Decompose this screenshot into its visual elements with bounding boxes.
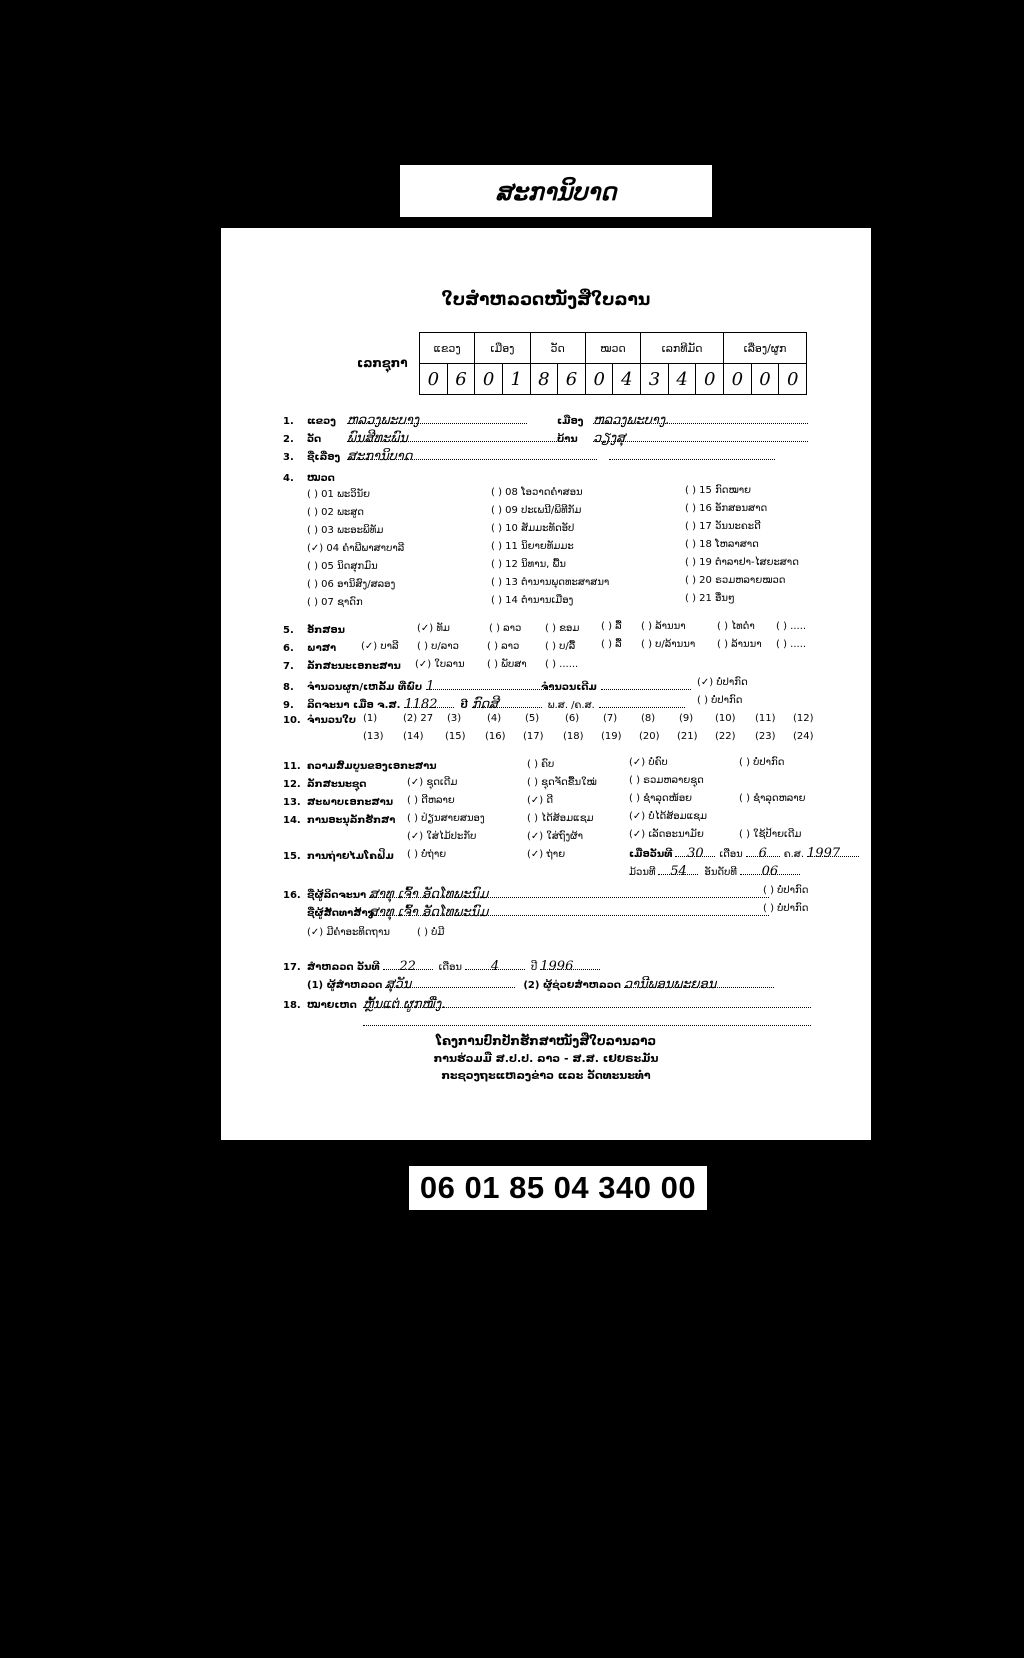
leaf-count-cell: (11) (755, 713, 776, 724)
original-count-option: (✓) ບໍ່ປາກົດ (697, 677, 748, 688)
bundle-count-value: 1 (426, 679, 556, 690)
field-conservation (283, 815, 395, 826)
microfilm-frame-value: 06 (740, 864, 800, 875)
leaf-count-cell: (7) (603, 713, 618, 724)
field-label: ວັດ (307, 434, 322, 445)
id-digit: 0 (420, 364, 448, 395)
language-option: ( ) ລື້ (601, 639, 622, 650)
field-sponsor (307, 905, 769, 919)
form-footer (221, 1033, 871, 1084)
conservation-option: ( ) ໄດ້ສ້ອມແຊມ (527, 813, 594, 824)
field-label: ການຖ່າຍໄມໂຄຟິມ (307, 851, 394, 862)
field-label: ຊື່ຜູ້ສັດທາສ້າງ (307, 908, 374, 919)
id-digit: 0 (779, 364, 807, 395)
category-option: ( ) 20 ຣວມຫລາຍໝວດ (685, 575, 786, 586)
field-label: (2) ຜູ້ຊ່ວຍສຳຫລວດ (523, 980, 621, 991)
leaf-count-cell: (18) (563, 731, 584, 742)
original-count-line (601, 679, 691, 690)
top-title-label: ສະການິບາດ (400, 165, 712, 217)
field-number: 18. (283, 1000, 301, 1011)
field-label: ຊື່ເລື່ອງ (307, 452, 341, 463)
language-option: ( ) ບ/ລ້ານນາ (641, 639, 696, 650)
id-digit: 3 (641, 364, 669, 395)
leaf-count-cell: (23) (755, 731, 776, 742)
field-title (283, 449, 775, 463)
remarks-extra-line (363, 1015, 811, 1029)
field-label: ຊື່ຜູ້ລິດຈະນາ (307, 890, 367, 901)
leaf-count-cell: (2) 27 (403, 713, 434, 724)
leaf-count-cell: (10) (715, 713, 736, 724)
id-digit: 6 (558, 364, 586, 395)
condition-option: ( ) ດີຫລາຍ (407, 795, 455, 806)
microfilm-reel (629, 864, 800, 878)
category-option: ( ) 05 ນິດສຸກມົນ (307, 561, 378, 572)
script-option: ( ) ຂອມ (545, 623, 580, 634)
id-header-temple: ວັດ (530, 333, 585, 364)
id-header-title: ເລື່ອງ/ຜູກ (724, 333, 807, 364)
title-value: ສະການິບາດ (347, 449, 597, 460)
village-value: ວຽງສຸ (593, 431, 808, 442)
field-province (283, 413, 527, 427)
field-label: ປີ (531, 962, 538, 973)
leaf-count-cell: (8) (641, 713, 656, 724)
id-header-province: ແຂວງ (420, 333, 475, 364)
remarks-blank-line (363, 1015, 811, 1026)
category-option: ( ) 03 ພະອະພິທັມ (307, 525, 384, 536)
field-remarks (283, 997, 811, 1011)
composed-year-value: 1182 (404, 697, 454, 708)
field-label: ບ້ານ (557, 434, 578, 445)
sponsor-unknown-option: ( ) ບໍ່ປາກົດ (763, 903, 809, 914)
conservation-option: (✓) ເລັດອະນາມັຍ (629, 829, 704, 840)
material-option: ( ) ...... (545, 659, 579, 670)
completeness-option: (✓) ບໍ່ຄົບ (629, 757, 668, 768)
language-option: ( ) ລາວ (487, 641, 520, 652)
conservation-option: ( ) ໃຊ້ປ້າຍເດີມ (739, 829, 802, 840)
field-label: ຄວາມສົມບູນຂອງເອກະສານ (307, 761, 437, 772)
category-option: ( ) 21 ອື່ນໆ (685, 593, 735, 604)
conservation-option: (✓) ໃສ່ໄມ້ປະກັບ (407, 831, 477, 842)
field-set-type (283, 779, 366, 790)
id-digit: 4 (613, 364, 641, 395)
script-option: ( ) ລາວ (489, 623, 522, 634)
field-label: (1) ຜູ້ສຳຫລວດ (307, 980, 383, 991)
category-option: ( ) 11 ນິຍາຍທັມມະ (491, 541, 574, 552)
field-survey-date (283, 959, 600, 973)
leaf-count-cell: (6) (565, 713, 580, 724)
completeness-option: ( ) ຄົບ (527, 759, 555, 770)
microfilm-month-value: 6 (746, 846, 780, 857)
microfilm-reel-value: 54 (658, 864, 698, 875)
category-option: ( ) 01 ພະວິນັຍ (307, 489, 371, 500)
field-label: ສະພາບເອກະສານ (307, 797, 394, 808)
language-option: ( ) ບ/ລາວ (417, 641, 459, 652)
field-label: ຄ.ສ. (783, 849, 805, 860)
field-surveyors (307, 977, 774, 991)
field-composed-date (283, 697, 685, 711)
survey-year-value: 1996 (540, 959, 600, 970)
conservation-option: (✓) ບໍ່ໄດ້ສ້ອມແຊມ (629, 811, 708, 822)
field-label: ການອະນຸລັກຮັກສາ (307, 815, 396, 826)
leaf-count-cell: (24) (793, 731, 814, 742)
footer-project-name: ໂຄງການປົກປັກຮັກສາໜັງສືໃບລານລາວ (435, 1034, 657, 1048)
id-header-district: ເມືອງ (475, 333, 530, 364)
id-header-category: ໝວດ (585, 333, 640, 364)
category-option: ( ) 08 ໂອວາດຄຳສອນ (491, 487, 583, 498)
survey-day-value: 22 (383, 959, 433, 970)
field-label: ເດືອນ (719, 849, 743, 860)
language-option: ( ) ບ/ລື້ (545, 641, 576, 652)
field-number: 3. (283, 452, 294, 463)
leaf-count-cell: (21) (677, 731, 698, 742)
completeness-option: ( ) ບໍ່ປາກົດ (739, 757, 785, 768)
id-digit: 8 (530, 364, 558, 395)
field-village (557, 431, 808, 445)
field-number: 8. (283, 682, 294, 693)
leaf-count-cell: (3) (447, 713, 462, 724)
field-leaf-count (283, 715, 356, 726)
category-option: ( ) 17 ວັນນະຄະດີ (685, 521, 761, 532)
language-option: ( ) ..... (776, 639, 807, 650)
set-type-option: (✓) ຊຸດເດີມ (407, 777, 458, 788)
field-label: ປີ (460, 700, 468, 711)
field-number: 11. (283, 761, 301, 772)
category-option: ( ) 02 ພະສູດ (307, 507, 364, 518)
province-value: ຫລວງພະບາງ (347, 413, 527, 424)
id-digit: 1 (502, 364, 530, 395)
category-option: ( ) 07 ຊາດົກ (307, 597, 363, 608)
leaf-count-cell: (5) (525, 713, 540, 724)
field-number: 15. (283, 851, 301, 862)
category-option: ( ) 18 ໂຫລາສາດ (685, 539, 759, 550)
script-option: ( ) ໄທດຳ (717, 621, 755, 632)
leaf-count-cell: (15) (445, 731, 466, 742)
temple-value: ພົນສີທະພົນ (347, 431, 567, 442)
composed-cycle-value: ກົດສີ (472, 697, 542, 708)
id-digit: 6 (447, 364, 475, 395)
assistant-surveyor-value: ວານີພອນພະຍອນ (624, 977, 774, 988)
field-original-count (541, 679, 691, 693)
microfilm-date (629, 846, 859, 860)
field-label: ເມືອງ (557, 416, 584, 427)
microfilm-year-value: 1997 (807, 846, 859, 857)
field-number: 13. (283, 797, 301, 808)
conservation-option: (✓) ໃສ່ຖົງຜ້າ (527, 831, 583, 842)
id-digit: 0 (696, 364, 724, 395)
field-label: ເດືອນ (438, 962, 463, 973)
survey-month-value: 4 (465, 959, 525, 970)
category-option: ( ) 16 ອັກສອນສາດ (685, 503, 768, 514)
id-number-label: ເລກຊຸກາ (357, 356, 408, 370)
surveyor-value: ສຸວັນ (385, 977, 515, 988)
field-label: ສຳຫລວດ ວັນທີ (307, 962, 380, 973)
condition-option: (✓) ດີ (527, 795, 554, 806)
script-option: (✓) ທັມ (417, 623, 450, 634)
condition-option: ( ) ຊຳລຸດໜ້ອຍ (629, 793, 693, 804)
field-material (283, 661, 417, 672)
field-label: ລິດຈະນາ ເມື່ອ ຈ.ສ. (307, 700, 401, 711)
author-value: ສາທຸ ເຈົ້າ ອັດໂທພະນົມ (369, 887, 769, 898)
field-label: ແຂວງ (307, 416, 336, 427)
composed-date-option: ( ) ບໍ່ປາກົດ (697, 695, 743, 706)
microfilm-option: ( ) ບໍ່ຖ່າຍ (407, 849, 447, 860)
leaf-count-cell: (16) (485, 731, 506, 742)
field-number: 1. (283, 416, 294, 427)
field-label: ມ້ວນທີ (629, 867, 656, 878)
set-type-option: ( ) ຣວມຫລາຍຊຸດ (629, 775, 704, 786)
field-label: ຈຳນວນໃບ (307, 715, 357, 726)
category-option: ( ) 13 ຕຳນານພຸດທະສາສນາ (491, 577, 610, 588)
field-district (557, 413, 808, 427)
leaf-count-cell: (17) (523, 731, 544, 742)
language-option: ( ) ລ້ານນາ (717, 639, 762, 650)
manuscript-id-label: 06 01 85 04 340 00 (409, 1166, 707, 1210)
field-condition (283, 797, 393, 808)
category-option: ( ) 14 ຕຳນານເມືອງ (491, 595, 574, 606)
dedication-option: (✓) ມີຄຳອະທິດຖານ (307, 927, 390, 938)
category-option: ( ) 10 ສັມມະທັດອັປ (491, 523, 575, 534)
field-label: ອັກສອນ (307, 625, 345, 636)
field-number: 5. (283, 625, 294, 636)
set-type-option: ( ) ຊຸດຈັດຂື້ນໃໝ່ (527, 777, 597, 788)
material-option: (✓) ໃບລານ (415, 659, 465, 670)
author-unknown-option: ( ) ບໍ່ປາກົດ (763, 885, 809, 896)
field-label: ໝາຍເຫດ (307, 1000, 357, 1011)
section-category-header (283, 473, 335, 484)
field-label: ພາສາ (307, 643, 337, 654)
sponsor-value: ສາທຸ ເຈົ້າ ອັດໂທພະນົມ (369, 905, 769, 916)
field-bundle-count (283, 679, 556, 693)
field-label: ລັກສະນະຊຸດ (307, 779, 367, 790)
category-option: ( ) 12 ນິທານ, ພື້ນ (491, 559, 566, 570)
leaf-count-cell: (20) (639, 731, 660, 742)
leaf-count-cell: (4) (487, 713, 502, 724)
category-option: ( ) 15 ກົດໝາຍ (685, 485, 752, 496)
title-extra-line (609, 449, 775, 460)
field-number: 17. (283, 962, 301, 973)
microfilm-option: (✓) ຖ່າຍ (527, 849, 566, 860)
field-temple (283, 431, 567, 445)
id-digit: 0 (475, 364, 503, 395)
leaf-count-cell: (22) (715, 731, 736, 742)
leaf-count-cell: (13) (363, 731, 384, 742)
category-option: ( ) 09 ປະເພນີ/ພິທີກັມ (491, 505, 582, 516)
id-number-table (419, 332, 807, 395)
leaf-count-cell: (14) (403, 731, 424, 742)
script-option: ( ) ..... (776, 621, 807, 632)
field-label: ລັກສະນະເອກະສານ (307, 661, 401, 672)
field-number: 12. (283, 779, 301, 790)
form-title: ໃບສຳຫລວດໜັງສືໃບລານ (441, 290, 651, 310)
field-label: ອັນດັບທີ (704, 867, 737, 878)
field-label: ເມື່ອວັນທີ (629, 849, 673, 860)
field-microfilm (283, 851, 394, 862)
id-digit: 0 (724, 364, 752, 395)
id-digit: 0 (585, 364, 613, 395)
language-option: (✓) ບາລີ (361, 641, 399, 652)
leaf-count-cell: (12) (793, 713, 814, 724)
script-option: ( ) ລື້ (601, 621, 622, 632)
field-language (283, 643, 347, 654)
category-option: ( ) 06 ອານິສົງ/ສລອງ (307, 579, 396, 590)
field-label: ໝວດ (307, 473, 335, 484)
field-number: 14. (283, 815, 301, 826)
field-label: ຈຳນວນຜູກ/ເຫລັ້ມ ທີ່ພົບ (307, 682, 423, 693)
field-number: 10. (283, 715, 301, 726)
field-number: 2. (283, 434, 294, 445)
footer-cooperation: ການຮ່ວມມື ສ.ປ.ປ. ລາວ - ສ.ສ. ເຢຍຣະມັນ (433, 1052, 659, 1065)
remarks-value: ຫຼັ້ນແຕ່ ຜູກໜື່ງ. (363, 997, 811, 1008)
dedication-option: ( ) ບໍ່ມີ (417, 927, 445, 938)
field-number: 7. (283, 661, 294, 672)
footer-ministry: ກະຊວງຖະແຫລງຂ່າວ ແລະ ວັດທະນະທຳ (441, 1069, 651, 1082)
script-option: ( ) ລ້ານນາ (641, 621, 686, 632)
id-digit: 4 (668, 364, 696, 395)
microfilm-day-value: 30 (675, 846, 715, 857)
field-label: ຈຳນວນເດີມ (541, 682, 597, 693)
category-option: (✓) 04 ຄຳພີພາສາບາລີ (307, 543, 405, 554)
district-value: ຫລວງພະບາງ. (593, 413, 808, 424)
survey-form-sheet (221, 228, 871, 1140)
field-label: ພ.ສ. /ຄ.ສ. (547, 700, 595, 711)
field-completeness (283, 761, 437, 772)
id-digit: 0 (751, 364, 779, 395)
field-author (283, 887, 769, 901)
leaf-count-cell: (9) (679, 713, 694, 724)
field-number: 6. (283, 643, 294, 654)
leaf-count-cell: (19) (601, 731, 622, 742)
field-number: 9. (283, 700, 294, 711)
composed-be-line (599, 697, 685, 708)
id-header-bundle: ເລກທີມັດ (641, 333, 724, 364)
category-option: ( ) 19 ຕຳລາຢາ-ໄສຍະສາດ (685, 557, 799, 568)
field-script (283, 625, 407, 636)
field-number: 16. (283, 890, 301, 901)
material-option: ( ) ພັບສາ (487, 659, 527, 670)
field-number: 4. (283, 473, 294, 484)
conservation-option: ( ) ປ່ຽນສາຍສນອງ (407, 813, 485, 824)
condition-option: ( ) ຊຳລຸດຫລາຍ (739, 793, 806, 804)
leaf-count-cell: (1) (363, 713, 378, 724)
